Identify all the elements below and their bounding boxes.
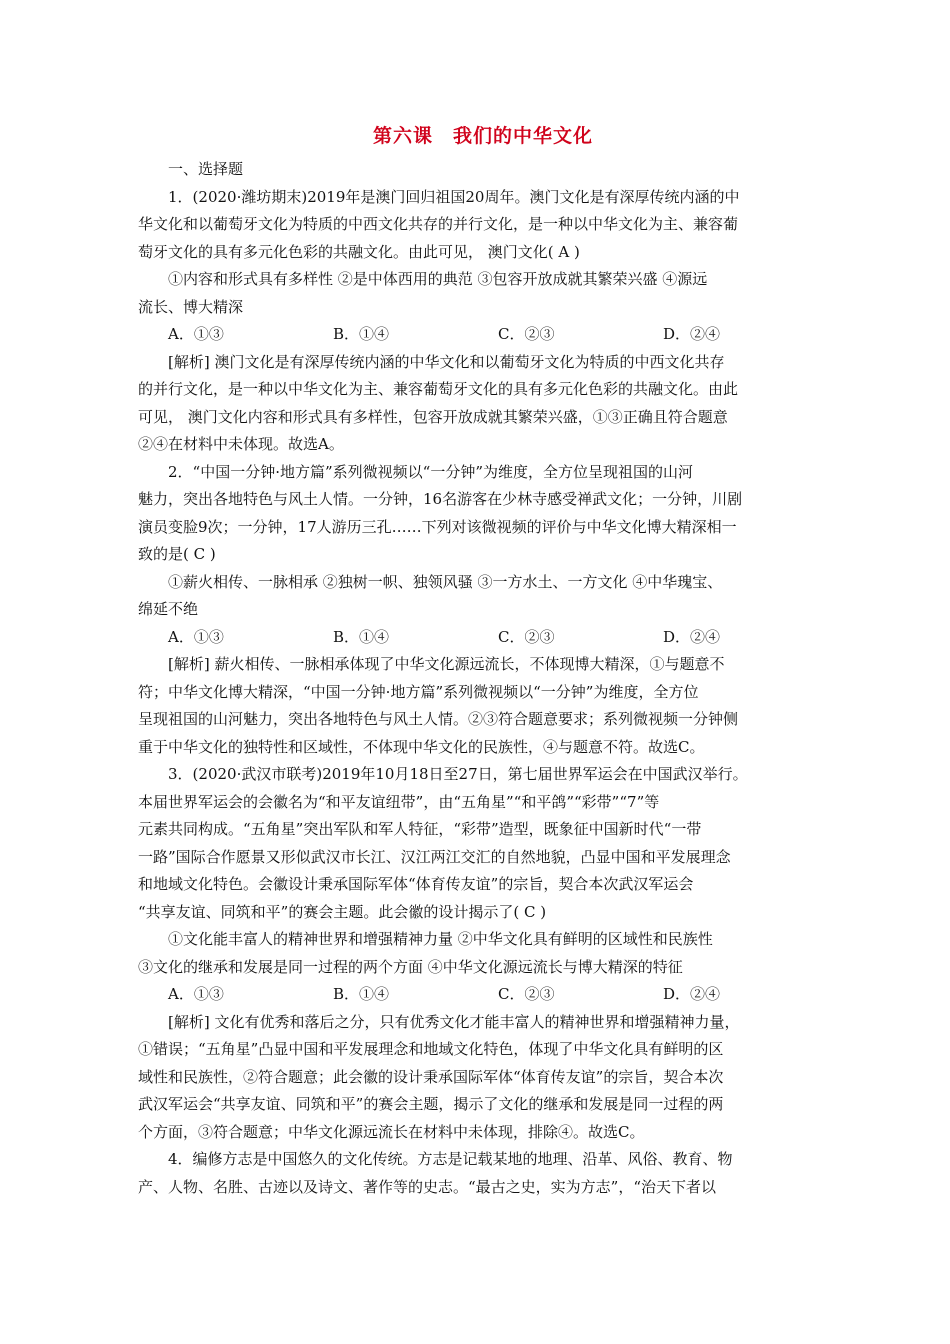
question-stem-line: 华文化和以葡萄牙文化为特质的中西文化共存的并行文化，是一种以中华文化为主、兼容葡 [138, 215, 739, 233]
analysis-line: 呈现祖国的山河魅力，突出各地特色与风土人情。②③符合题意要求；系列微视频一分钟侧 [138, 710, 739, 728]
option-d: D．②④ [663, 325, 721, 343]
question-stem-line: 产、人物、名胜、古迹以及诗文、著作等的史志。“最古之史，实为方志”，“治天下者以 [138, 1177, 717, 1196]
analysis-line: [解析] 文化有优秀和落后之分，只有优秀文化才能丰富人的精神世界和增强精神力量， [168, 1012, 740, 1031]
question-stem-line: 3．(2020·武汉市联考)2019年10月18日至27日，第七届世界军运会在中国武汉举行。 [168, 765, 748, 783]
question-4 [138, 1146, 828, 1201]
statement-line: 流长、博大精深 [138, 297, 244, 316]
document-page [138, 118, 828, 1201]
statement-line: ③文化的继承和发展是同一过程的两个方面 ④中华文化源远流长与博大精深的特征 [138, 957, 683, 976]
analysis-line: 可见， 澳门文化内容和形式具有多样性，包容开放成就其繁荣兴盛，①③正确且符合题意 [138, 407, 728, 426]
option-b: B．①④ [333, 985, 390, 1003]
answer-options [138, 981, 828, 1009]
option-b: B．①④ [333, 627, 390, 646]
question-stem-line: 致的是( C ) [138, 545, 216, 563]
question-1 [138, 184, 828, 459]
analysis-line: 武汉军运会“共享友谊、同筑和平”的赛会主题，揭示了文化的继承和发展是同一过程的两 [138, 1095, 724, 1113]
answer-options [138, 624, 828, 652]
statement-line: 绵延不绝 [138, 600, 199, 618]
analysis-line: 域性和民族性，②符合题意；此会徽的设计秉承国际军体“体育传友谊”的宗旨，契合本次 [138, 1067, 724, 1086]
question-stem-line: 一路”国际合作愿景又形似武汉市长江、汉江两江交汇的自然地貌，凸显中国和平发展理念 [138, 847, 731, 866]
question-stem-line: 魅力，突出各地特色与风土人情。一分钟，16名游客在少林寺感受禅武文化；一分钟，川剧 [138, 490, 743, 508]
analysis-line: 符；中华文化博大精深，“中国一分钟·地方篇”系列微视频以“一分钟”为维度，全方位 [138, 682, 699, 701]
statement-line: ①薪火相传、一脉相承 ②独树一帜、独领风骚 ③一方水土、一方文化 ④中华瑰宝、 [168, 572, 723, 591]
question-stem-line: 元素共同构成。“五角星”突出军队和军人特征，“彩带”造型，既象征中国新时代“一带 [138, 820, 702, 838]
option-a: A．①③ [168, 325, 224, 343]
question-stem-line: 和地域文化特色。会徽设计秉承国际军体“体育传友谊”的宗旨，契合本次武汉军运会 [138, 875, 694, 893]
question-stem-line: 2．“中国一分钟·地方篇”系列微视频以“一分钟”为维度，全方位呈现祖国的山河 [168, 462, 693, 481]
analysis-line: 的并行文化，是一种以中华文化为主、兼容葡萄牙文化的具有多元化色彩的共融文化。由此 [138, 380, 739, 398]
analysis-line: 重于中华文化的独特性和区域性，不体现中华文化的民族性，④与题意不符。故选C。 [138, 737, 705, 756]
option-c: C．②③ [498, 627, 555, 646]
option-d: D．②④ [663, 985, 721, 1003]
statement-line: ①文化能丰富人的精神世界和增强精神力量 ②中华文化具有鲜明的区域性和民族性 [168, 930, 713, 948]
question-stem-line: 4．编修方志是中国悠久的文化传统。方志是记载某地的地理、沿革、风俗、教育、物 [168, 1150, 733, 1168]
question-stem-line: 1．(2020·潍坊期末)2019年是澳门回归祖国20周年。澳门文化是有深厚传统内涵的中 [168, 187, 740, 206]
option-c: C．②③ [498, 325, 555, 343]
option-d: D．②④ [663, 627, 721, 646]
statement-line: ①内容和形式具有多样性 ②是中体西用的典范 ③包容开放成就其繁荣兴盛 ④源远 [168, 270, 708, 288]
analysis-line: [解析] 薪火相传、一脉相承体现了中华文化源远流长，不体现博大精深，①与题意不 [168, 655, 725, 673]
section-heading: 一、选择题 [168, 160, 244, 178]
question-stem-line: 本届世界军运会的会徽名为“和平友谊纽带”，由“五角星”“和平鸽”“彩带”“7”等 [138, 792, 660, 811]
option-b: B．①④ [333, 325, 390, 343]
analysis-line: [解析] 澳门文化是有深厚传统内涵的中华文化和以葡萄牙文化为特质的中西文化共存 [168, 352, 725, 371]
analysis-line: ①错误；“五角星”凸显中国和平发展理念和地域文化特色，体现了中华文化具有鲜明的区 [138, 1040, 724, 1058]
question-stem-line: “共享友谊、同筑和平”的赛会主题。此会徽的设计揭示了( C ) [138, 902, 547, 921]
option-a: A．①③ [168, 985, 224, 1003]
question-stem-line: 萄牙文化的具有多元化色彩的共融文化。由此可见， 澳门文化( A ) [138, 242, 580, 261]
analysis-line: ②④在材料中未体现。故选A。 [138, 435, 344, 453]
answer-options [138, 321, 828, 349]
question-3 [138, 761, 828, 1146]
question-2 [138, 459, 828, 762]
option-a: A．①③ [168, 627, 224, 646]
analysis-line: 个方面，③符合题意；中华文化源远流长在材料中未体现，排除④。故选C。 [138, 1122, 645, 1141]
question-stem-line: 演员变脸9次；一分钟，17人游历三孔……下列对该微视频的评价与中华文化博大精深相一 [138, 517, 737, 536]
option-c: C．②③ [498, 985, 555, 1003]
page-title: 第六课 我们的中华文化 [372, 125, 593, 147]
